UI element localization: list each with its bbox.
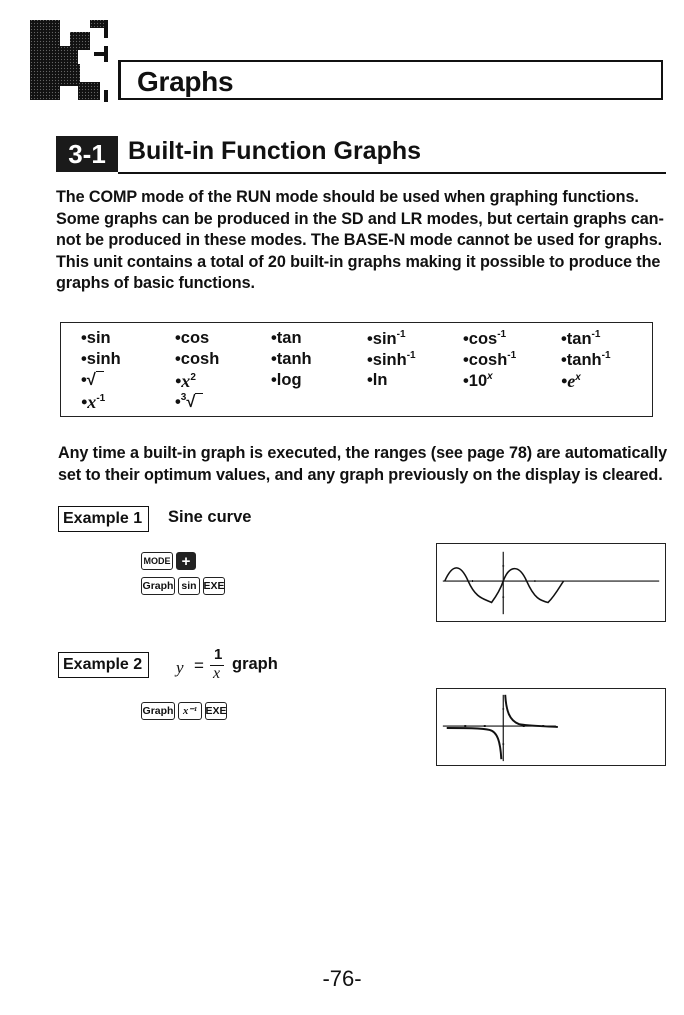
function-reciprocal (81, 392, 105, 413)
inverse-exponent: -1 (406, 350, 416, 361)
function-arcsinh (367, 350, 416, 370)
function-pow10-base: •10 (463, 372, 488, 390)
sine-curve (445, 568, 564, 603)
pow10-exponent: x (487, 371, 493, 382)
function-tan: •tan (271, 329, 302, 347)
function-arcsin (367, 329, 406, 349)
ranges-paragraph (58, 443, 670, 486)
function-arccos (463, 329, 506, 349)
sin-key[interactable]: sin (178, 577, 200, 595)
function-log: •log (271, 371, 302, 389)
intro-line: The COMP mode of the RUN mode should be used when graphing functions. (56, 188, 639, 206)
mode-key[interactable]: MODE (141, 552, 173, 570)
builtin-function-table (60, 322, 653, 417)
inverse-exponent: -1 (507, 350, 517, 361)
intro-line: not be produced in these modes. The BASE-N mode cannot be used for graphs. (56, 231, 662, 249)
function-sqrt (81, 371, 104, 390)
function-cos: •cos (175, 329, 210, 347)
reciprocal-graph-screen (436, 688, 666, 766)
sine-graph-screen (436, 543, 666, 622)
square-exponent: 2 (190, 372, 196, 383)
plus-key[interactable]: + (176, 552, 196, 570)
function-sinh: •sinh (81, 350, 121, 368)
function-arcsin-label: •sin (367, 330, 397, 348)
cube-root-vinculum (195, 393, 203, 394)
reciprocal-curve-negative (447, 728, 502, 759)
intro-line: Some graphs can be produced in the SD and LR modes, but certain graphs can- (56, 209, 664, 228)
ranges-line: Any time a built-in graph is executed, the ranges (see page 78) are automatically (58, 444, 668, 462)
function-exp (561, 371, 581, 392)
function-tanh: •tanh (271, 350, 312, 368)
function-square (175, 371, 196, 392)
inverse-exponent: -1 (601, 350, 611, 361)
example-2-equation (176, 646, 286, 684)
graph-key[interactable]: Graph (141, 577, 175, 595)
function-arcsinh-label: •sinh (367, 351, 407, 369)
function-ln: •ln (367, 371, 388, 389)
page-number: -76- (322, 966, 362, 991)
section-title: Built-in Function Graphs (128, 137, 422, 165)
reciprocal-curve-positive (505, 695, 558, 727)
example-2-title: graph (232, 655, 278, 673)
exe-key[interactable]: EXE (205, 702, 227, 720)
section-underline (118, 172, 666, 174)
equation-numerator: 1 (214, 646, 223, 663)
exe-key[interactable]: EXE (203, 577, 225, 595)
inverse-exponent: -1 (396, 329, 406, 340)
intro-paragraph (56, 187, 668, 295)
function-arccosh (463, 350, 516, 370)
function-sqrt-label: •√ (81, 371, 96, 389)
section-number: 3-1 (56, 136, 118, 172)
intro-line: graphs of basic functions. (56, 274, 255, 292)
function-arctan-label: •tan (561, 330, 592, 348)
chapter-title: Graphs (137, 66, 234, 97)
function-square-base: •x (175, 371, 191, 391)
equation-equals: = (194, 656, 204, 675)
example-1-title: Sine curve (168, 508, 252, 526)
function-pow10 (463, 371, 493, 391)
exp-exponent: x (575, 372, 581, 383)
example-1-label: Example 1 (58, 506, 149, 532)
example-2-label: Example 2 (58, 652, 149, 678)
function-arctan (561, 329, 600, 349)
function-arccos-label: •cos (463, 330, 498, 348)
ranges-line: set to their optimum values, and any graph previously on the display is cleared. (58, 465, 663, 484)
cube-root-sign: √ (186, 393, 196, 411)
graph-key[interactable]: Graph (141, 702, 175, 720)
function-reciprocal-base: •x (81, 392, 97, 412)
equation-y: y (176, 658, 184, 677)
function-arctanh-label: •tanh (561, 351, 602, 369)
equation-denominator: x (213, 665, 221, 682)
chapter-k-badge-icon (30, 16, 110, 102)
cube-root-index: 3 (180, 392, 187, 403)
inverse-exponent: -1 (497, 329, 507, 340)
chapter-title-box (118, 60, 663, 100)
function-exp-base: •e (561, 371, 576, 391)
reciprocal-key[interactable]: x⁻¹ (178, 702, 202, 720)
function-sin: •sin (81, 329, 111, 347)
sqrt-vinculum (96, 371, 104, 372)
function-cosh: •cosh (175, 350, 220, 368)
cube-root-bullet: • (175, 393, 181, 411)
reciprocal-exponent: -1 (96, 393, 106, 404)
function-arctanh (561, 350, 611, 370)
function-arccosh-label: •cosh (463, 351, 508, 369)
inverse-exponent: -1 (591, 329, 601, 340)
intro-line: This unit contains a total of 20 built-in graphs making it possible to produce the (56, 252, 661, 271)
function-cube-root (175, 392, 203, 412)
